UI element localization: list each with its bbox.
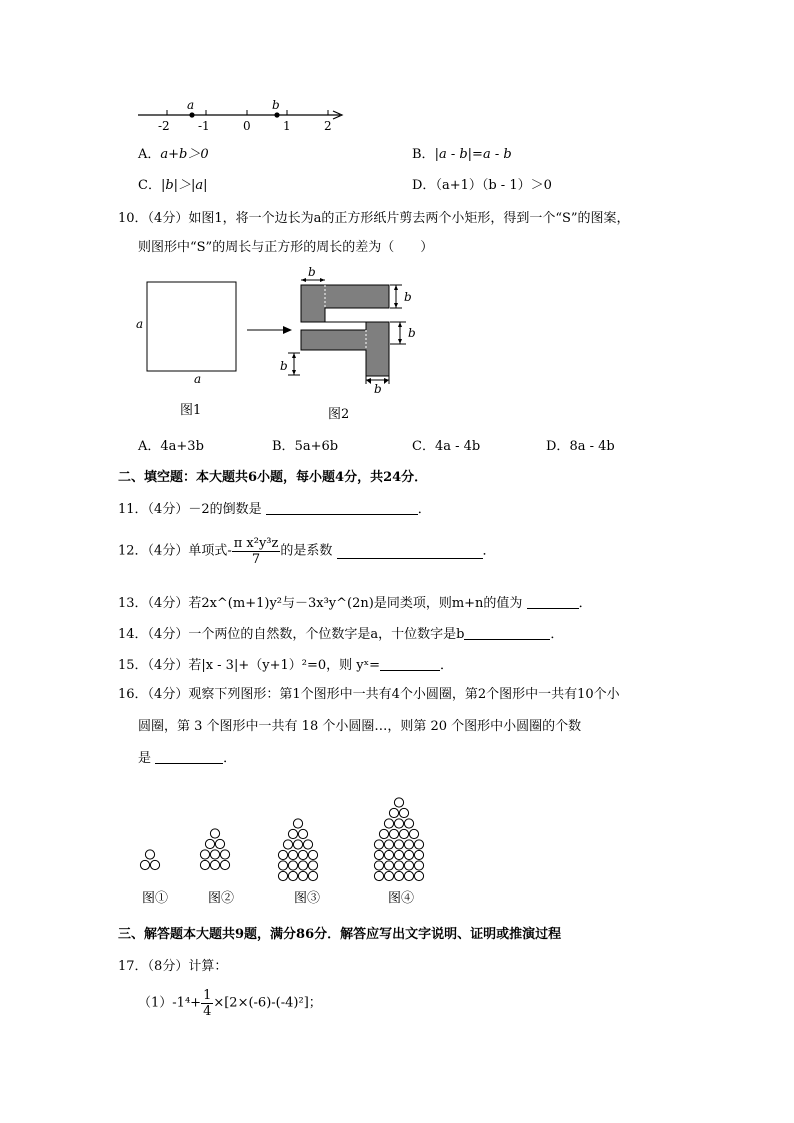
small-circle: [389, 808, 398, 817]
small-circle: [278, 861, 287, 870]
tick-label: -1: [198, 119, 210, 133]
q11-answer-blank: [266, 500, 418, 515]
figure-1-square: [130, 278, 250, 418]
small-circle: [379, 829, 388, 838]
small-circle: [389, 829, 398, 838]
pattern-caption-4: 图④: [388, 891, 415, 906]
small-circle: [298, 871, 307, 880]
q9-option-b: B．|a - b|=a - b: [412, 147, 512, 162]
q9-option-d: D．（a+1）（b - 1）＞0: [412, 178, 552, 193]
small-circle: [293, 840, 302, 849]
point-a: [189, 112, 194, 117]
fig1-side-label: a: [136, 317, 144, 331]
small-circle: [414, 871, 423, 880]
fig1-bottom-label: a: [194, 372, 202, 386]
small-circle: [308, 861, 317, 870]
small-circle: [384, 861, 393, 870]
q10-option-d: D．8a - 4b: [546, 439, 615, 454]
q17-fraction: $\frac{1}{4}$: [203, 988, 212, 1019]
small-circle: [288, 871, 297, 880]
pattern-caption-2: 图②: [208, 891, 235, 906]
small-circle: [293, 819, 302, 828]
section-2-heading: 二、填空题：本大题共6小题，每小题4分，共24分．: [118, 470, 428, 485]
small-circle: [409, 829, 418, 838]
fig1-caption: 图1: [180, 403, 202, 418]
small-circle: [298, 861, 307, 870]
small-circle: [298, 850, 307, 859]
q15: 15．（4分）若|x - 3|+（y+1）²=0，则 yˣ= ．: [118, 658, 454, 673]
small-circle: [374, 861, 383, 870]
q10-line2: 则图形中“S”的周长与正方形的周长的差为（ ）: [138, 240, 434, 255]
small-circle: [220, 850, 229, 859]
small-circle: [394, 850, 403, 859]
small-circle: [278, 850, 287, 859]
pattern-caption-3: 图③: [294, 891, 321, 906]
small-circle: [404, 819, 413, 828]
small-circle: [399, 829, 408, 838]
q17-title: 17．（8分）计算：: [118, 959, 228, 974]
tick-label: 1: [283, 119, 291, 133]
small-circle: [288, 850, 297, 859]
small-circle: [210, 860, 219, 869]
small-circle: [303, 840, 312, 849]
small-circle: [404, 840, 413, 849]
q12-fraction: $\frac{\text{π x²y³z}}{7}$: [233, 536, 279, 567]
q11: 11．（4分）－2的倒数是 ．: [118, 502, 431, 517]
tick-label: 2: [324, 119, 332, 133]
small-circle: [308, 850, 317, 859]
point-a-label: a: [187, 98, 195, 112]
small-circle: [308, 871, 317, 880]
q12: 12．（4分）单项式- $\frac{\text{π x²y³z}}{7}$ 的是系数 ．: [118, 536, 496, 567]
small-circle: [414, 850, 423, 859]
small-circle: [205, 839, 214, 848]
q14-answer-blank: [464, 625, 550, 640]
small-circle: [374, 871, 383, 880]
number-line: [130, 98, 355, 134]
small-circle: [288, 829, 297, 838]
small-circle: [384, 819, 393, 828]
q9-option-c: C．|b|＞|a|: [138, 178, 208, 193]
small-circle: [394, 798, 403, 807]
fig2-caption: 图2: [328, 407, 350, 422]
point-b-label: b: [272, 98, 280, 112]
small-circle: [384, 850, 393, 859]
small-circle: [283, 840, 292, 849]
small-circle: [404, 871, 413, 880]
q16-answer-blank: [155, 749, 223, 764]
q14: 14．（4分）一个两位的自然数，个位数字是a，十位数字是b ．: [118, 627, 564, 642]
point-b: [274, 112, 279, 117]
q16-line1: 16．（4分）观察下列图形：第1个图形中一共有4个小圆圈，第2个图形中一共有10个小: [118, 687, 620, 702]
small-circle: [150, 860, 159, 869]
small-circle: [384, 871, 393, 880]
small-circle: [210, 829, 219, 838]
small-circle: [404, 861, 413, 870]
fig2-b-label-left: b: [280, 359, 288, 373]
small-circle: [394, 819, 403, 828]
small-circle: [414, 840, 423, 849]
small-circle: [404, 850, 413, 859]
fig2-b-label-right1: b: [404, 290, 412, 304]
tick-label: -2: [158, 119, 170, 133]
small-circle: [278, 871, 287, 880]
q13-answer-blank: [527, 594, 579, 609]
small-circle: [200, 860, 209, 869]
small-circle: [394, 871, 403, 880]
q13: 13．（4分）若2x^(m+1)y²与－3x³y^(2n)是同类项，则m+n的值为 ．: [118, 596, 592, 611]
small-circle: [394, 840, 403, 849]
small-circle: [298, 829, 307, 838]
q16-line3: 是 ．: [138, 751, 237, 766]
q10-option-c: C．4a - 4b: [412, 439, 481, 454]
section-3-heading: 三、解答题本大题共9题，满分86分．解答应写出文字说明、证明或推演过程: [118, 927, 562, 942]
fig2-b-label-right2: b: [408, 326, 416, 340]
circle-patterns: [130, 780, 450, 890]
small-circle: [210, 850, 219, 859]
q9-option-a: A．a+b＞0: [138, 147, 209, 162]
q12-answer-blank: [337, 544, 483, 559]
q10-option-a: A．4a+3b: [138, 439, 204, 454]
small-circle: [394, 861, 403, 870]
small-circle: [374, 850, 383, 859]
fig2-b-label-top: b: [308, 265, 316, 279]
small-circle: [384, 840, 393, 849]
q17-part1: （1）-1⁴+ $\frac{1}{4}$ ×[2×(-6)-(-4)²]；: [138, 988, 322, 1019]
small-circle: [414, 861, 423, 870]
tick-label: 0: [243, 119, 251, 133]
small-circle: [140, 860, 149, 869]
small-circle: [220, 860, 229, 869]
q15-answer-blank: [380, 656, 440, 671]
q16-line2: 圆圈，第 3 个图形中一共有 18 个小圆圈…，则第 20 个图形中小圆圈的个数: [138, 719, 582, 734]
small-circle: [288, 861, 297, 870]
figure-2-s-shape: [278, 262, 428, 402]
small-circle: [200, 850, 209, 859]
pattern-caption-1: 图①: [142, 891, 169, 906]
q10-line1: 10．（4分）如图1，将一个边长为a的正方形纸片剪去两个小矩形，得到一个“S”的图案，: [118, 211, 630, 226]
small-circle: [399, 808, 408, 817]
small-circle: [215, 839, 224, 848]
small-circle: [374, 840, 383, 849]
q10-option-b: B．5a+6b: [272, 439, 339, 454]
small-circle: [145, 850, 154, 859]
fig2-b-label-bottom: b: [374, 382, 382, 396]
